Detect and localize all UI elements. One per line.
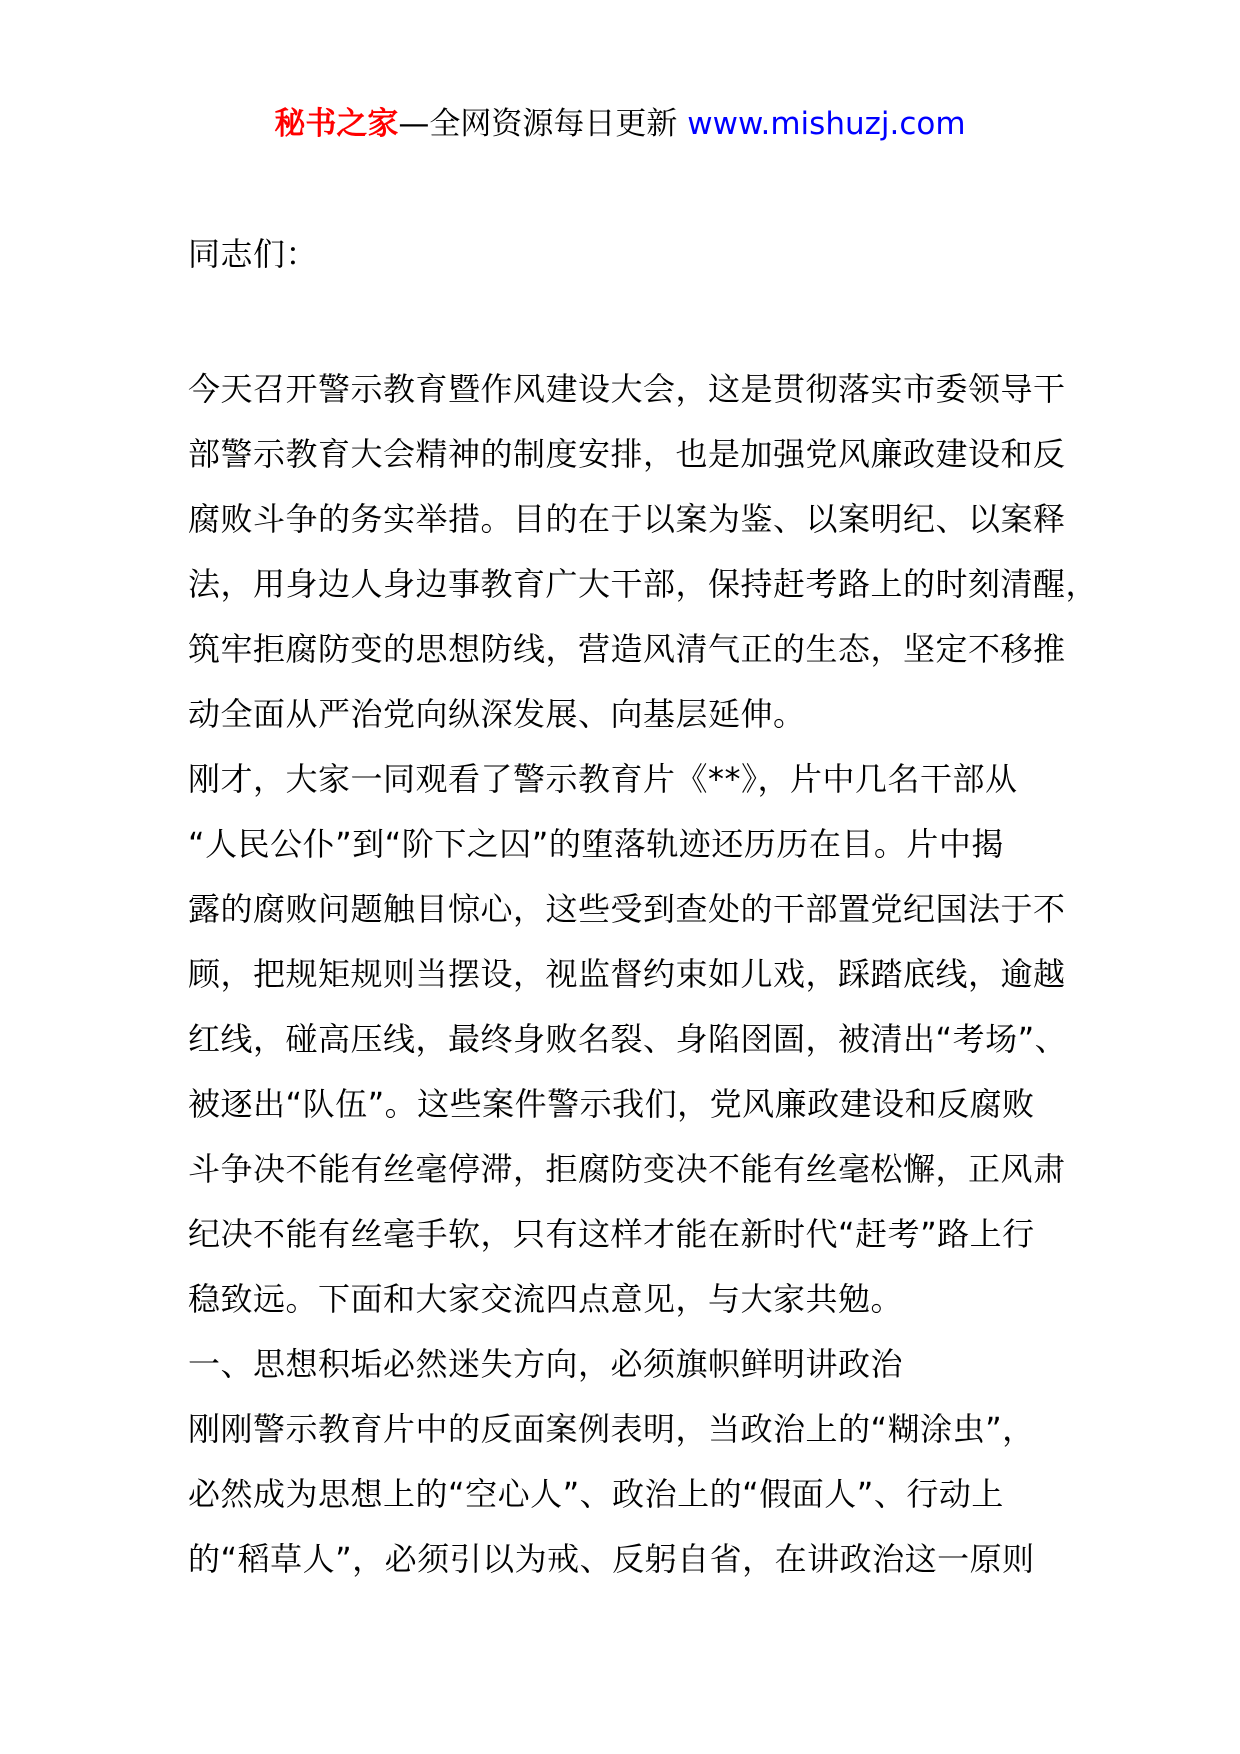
brand-name: 秘书之家 (274, 106, 399, 142)
text-line: 斗争决不能有丝毫停滞，拒腐防变决不能有丝毫松懈，正风肃 (188, 1150, 1066, 1188)
document-body (188, 357, 1099, 1592)
text-line: 今天召开警示教育暨作风建设大会，这是贯彻落实市委领导干 (188, 370, 1066, 408)
text-line: 筑牢拒腐防变的思想防线，营造风清气正的生态，坚定不移推 (188, 630, 1066, 668)
text-line: 红线，碰高压线，最终身败名裂、身陷囹圄，被清出“考场”、 (188, 1020, 1068, 1058)
text-line: 顾，把规矩规则当摆设，视监督约束如儿戏，踩踏底线，逾越 (188, 955, 1066, 993)
text-line: 刚刚警示教育片中的反面案例表明，当政治上的“糊涂虫”， (188, 1410, 1035, 1448)
text-line: 纪决不能有丝毫手软，只有这样才能在新时代“赶考”路上行 (188, 1215, 1035, 1253)
text-line: 的“稻草人”，必须引以为戒、反躬自省，在讲政治这一原则 (188, 1540, 1035, 1578)
text-line: 动全面从严治党向纵深发展、向基层延伸。 (188, 695, 806, 733)
text-line: “人民公仆”到“阶下之囚”的堕落轨迹还历历在目。片中揭 (188, 825, 1004, 863)
text-line: 稳致远。下面和大家交流四点意见，与大家共勉。 (188, 1280, 904, 1318)
text-line: 腐败斗争的务实举措。目的在于以案为鉴、以案明纪、以案释 (188, 500, 1066, 538)
website-link[interactable]: www.mishuzj.com (687, 106, 966, 142)
section-heading: 一、思想积垢必然迷失方向，必须旗帜鲜明讲政治 (188, 1345, 904, 1383)
salutation (188, 222, 1088, 287)
header-tagline: —全网资源每日更新 (398, 106, 678, 142)
salutation-text: 同志们： (188, 235, 319, 273)
text-line: 露的腐败问题触目惊心，这些受到查处的干部置党纪国法于不 (188, 890, 1066, 928)
text-line: 必然成为思想上的“空心人”、政治上的“假面人”、行动上 (188, 1475, 1004, 1513)
text-line: 刚才，大家一同观看了警示教育片《**》，片中几名干部从 (188, 760, 1018, 798)
text-line: 部警示教育大会精神的制度安排，也是加强党风廉政建设和反 (188, 435, 1066, 473)
page-header (0, 102, 1240, 146)
text-line: 法，用身边人身边事教育广大干部，保持赶考路上的时刻清醒， (188, 565, 1099, 603)
text-line: 被逐出“队伍”。这些案件警示我们，党风廉政建设和反腐败 (188, 1085, 1035, 1123)
